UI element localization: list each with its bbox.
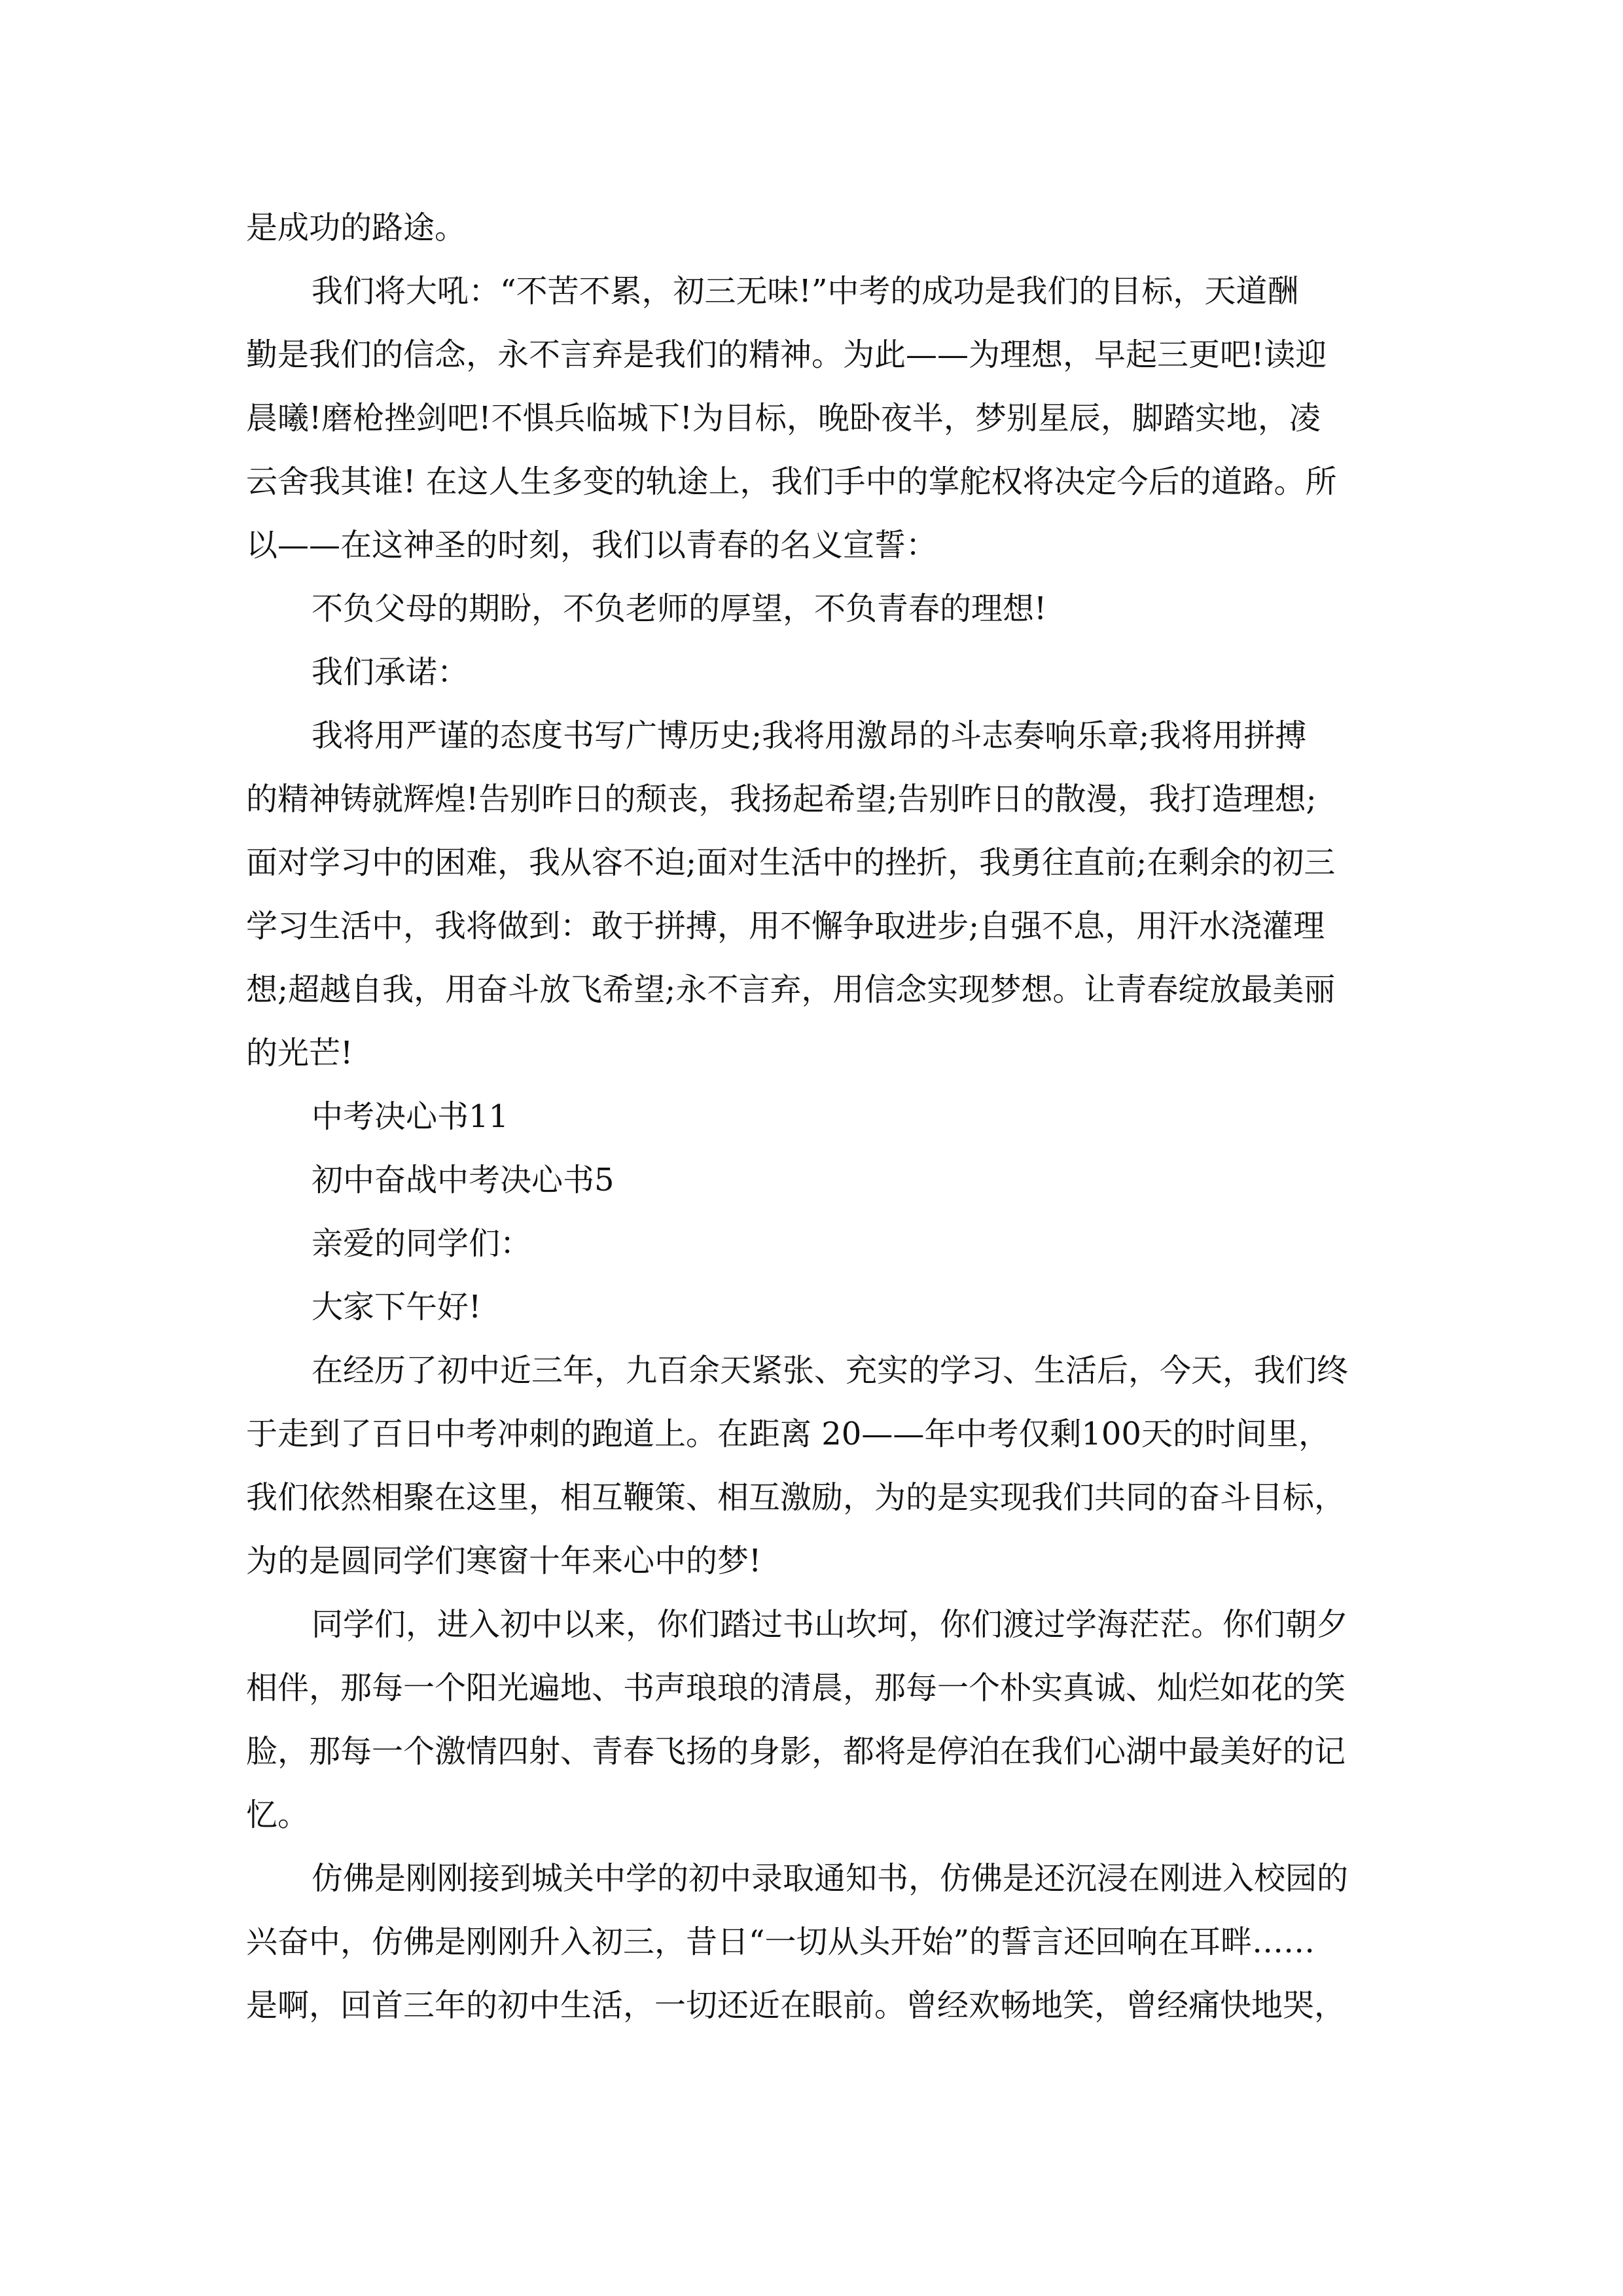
text-line: 云舍我其谁! 在这人生多变的轨途上，我们手中的掌舵权将决定今后的道路。所 — [246, 463, 1337, 500]
greeting: 大家下午好! — [312, 1289, 482, 1325]
text-line: 的精神铸就辉煌!告别昨日的颓丧，我扬起希望;告别昨日的散漫，我打造理想; — [246, 781, 1317, 817]
text-line: 兴奋中，仿佛是刚刚升入初三，昔日“一切从头开始”的誓言还回响在耳畔…… — [246, 1924, 1315, 1960]
document-body — [246, 196, 1385, 2037]
text-line: 脸，那每一个激情四射、青春飞扬的身影，都将是停泊在我们心湖中最美好的记 — [246, 1733, 1346, 1770]
text-line: 我们承诺： — [312, 654, 469, 691]
text-line: 勤是我们的信念，永不言弃是我们的精神。为此——为理想，早起三更吧!读迎 — [246, 336, 1327, 373]
salutation: 亲爱的同学们： — [312, 1225, 532, 1262]
section-heading: 初中奋战中考决心书5 — [312, 1162, 615, 1198]
text-line: 我们依然相聚在这里，相互鞭策、相互激励，为的是实现我们共同的奋斗目标， — [246, 1479, 1346, 1516]
text-line: 为的是圆同学们寒窗十年来心中的梦! — [246, 1543, 762, 1579]
text-line: 面对学习中的困难，我从容不迫;面对生活中的挫折，我勇往直前;在剩余的初三 — [246, 844, 1336, 881]
text-line: 的光芒! — [246, 1035, 353, 1071]
text-line: 同学们，进入初中以来，你们踏过书山坎坷，你们渡过学海茫茫。你们朝夕 — [312, 1606, 1349, 1643]
text-line: 在经历了初中近三年，九百余天紧张、充实的学习、生活后，今天，我们终 — [312, 1352, 1349, 1389]
text-line: 于走到了百日中考冲刺的跑道上。在距离 20——年中考仅剩100天的时间里， — [246, 1416, 1330, 1452]
text-line: 我们将大吼：“不苦不累，初三无味!”中考的成功是我们的目标，天道酬 — [312, 273, 1299, 310]
text-line: 相伴，那每一个阳光遍地、书声琅琅的清晨，那每一个朴实真诚、灿烂如花的笑 — [246, 1670, 1346, 1706]
text-line: 仿佛是刚刚接到城关中学的初中录取通知书，仿佛是还沉浸在刚进入校园的 — [312, 1860, 1349, 1897]
text-line: 是成功的路途。 — [246, 209, 467, 246]
section-heading: 中考决心书11 — [312, 1098, 509, 1135]
text-line: 学习生活中，我将做到：敢于拼搏，用不懈争取进步;自强不息，用汗水浇灌理 — [246, 908, 1325, 944]
text-line: 不负父母的期盼，不负老师的厚望，不负青春的理想! — [312, 590, 1047, 627]
text-line: 是啊，回首三年的初中生活，一切还近在眼前。曾经欢畅地笑，曾经痛快地哭， — [246, 1987, 1346, 2024]
text-line: 忆。 — [246, 1797, 310, 1833]
text-line: 我将用严谨的态度书写广博历史;我将用激昂的斗志奏响乐章;我将用拼搏 — [312, 717, 1307, 754]
text-line: 以——在这神圣的时刻，我们以青春的名义宣誓： — [246, 527, 938, 564]
text-line: 晨曦!磨枪挫剑吧!不惧兵临城下!为目标，晚卧夜半，梦别星辰，脚踏实地，凌 — [246, 400, 1321, 437]
text-line: 想;超越自我，用奋斗放飞希望;永不言弃，用信念实现梦想。让青春绽放最美丽 — [246, 971, 1336, 1008]
